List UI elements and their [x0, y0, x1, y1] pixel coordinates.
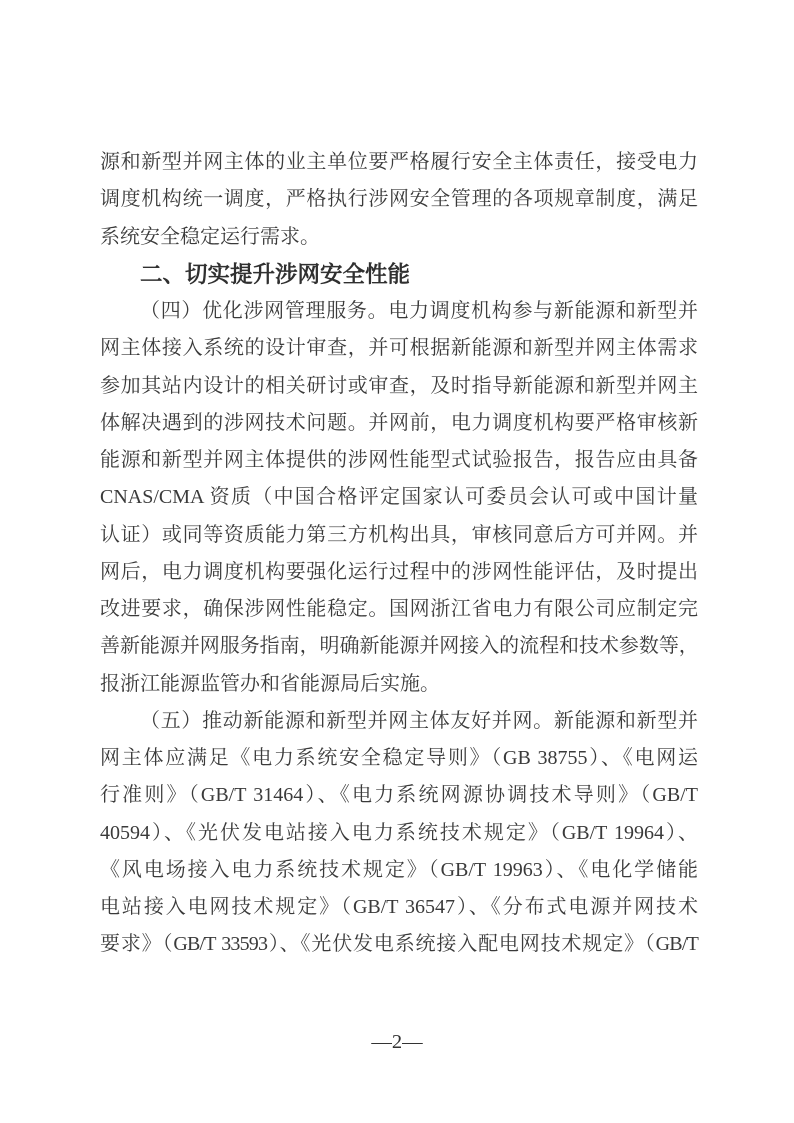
text-run: 认证）或同等资质能力第三方机构出具，审核同意后方可并网。并	[100, 523, 698, 546]
text-line	[100, 591, 698, 628]
text-line	[100, 777, 698, 814]
text-run: 网后，电力调度机构要强化运行过程中的涉网性能评估，及时提出	[100, 560, 698, 583]
text-line	[100, 554, 698, 591]
text-line	[100, 740, 698, 777]
text-line	[100, 517, 698, 554]
text-run: 电力调度机构参与新能源和新型并	[388, 300, 699, 322]
text-run: 电站接入电网技术规定》（GB/T 36547）、《分布式电源并网技术	[100, 896, 698, 918]
text-line	[100, 144, 698, 181]
text-line	[100, 852, 698, 889]
text-line	[100, 479, 698, 516]
text-line	[100, 293, 698, 330]
text-line	[100, 405, 698, 442]
text-line	[100, 442, 698, 479]
text-line	[100, 628, 698, 665]
page-number: —2—	[371, 1031, 423, 1053]
text-line	[100, 330, 698, 367]
text-run: 改进要求，确保涉网性能稳定。国网浙江省电力有限公司应制定完	[100, 598, 698, 620]
text-run: 40594）、《光伏发电站接入电力系统技术规定》（GB/T 19964）、	[100, 821, 698, 844]
text-run: CNAS/CMA 资质（中国合格评定国家认可委员会认可或中国计量	[100, 486, 698, 509]
text-line	[100, 181, 698, 218]
text-run: 报浙江能源监管办和省能源局后实施。	[100, 672, 440, 695]
text-line	[100, 666, 698, 703]
text-line	[100, 368, 698, 405]
text-run: 体解决遇到的涉网技术问题。并网前，电力调度机构要严格审核新	[100, 411, 698, 434]
paragraph	[100, 144, 698, 256]
text-run: 新能源和新型并	[553, 709, 699, 732]
kaiti-text-run: （四）优化涉网管理服务。	[140, 300, 389, 322]
paragraph	[100, 703, 698, 964]
text-line	[100, 256, 698, 293]
paragraph	[100, 293, 698, 703]
text-run: 行准则》（GB/T 31464）、《电力系统网源协调技术导则》（GB/T	[100, 784, 698, 807]
text-run: 善新能源并网服务指南，明确新能源并网接入的流程和技术参数等，	[100, 635, 698, 658]
text-run: 参加其站内设计的相关研讨或审查，及时指导新能源和新型并网主	[100, 374, 698, 397]
kaiti-text-run: （五）推动新能源和新型并网主体友好并网。	[140, 709, 554, 732]
text-run: 《风电场接入电力系统技术规定》（GB/T 19963）、《电化学储能	[100, 858, 698, 881]
document-body	[100, 144, 698, 964]
text-line	[100, 219, 698, 256]
section-heading	[100, 256, 698, 293]
text-run: 二、切实提升涉网安全性能	[140, 261, 411, 287]
text-run: 能源和新型并网主体提供的涉网性能型式试验报告，报告应由具备	[100, 449, 698, 471]
text-run: 网主体接入系统的设计审查，并可根据新能源和新型并网主体需求	[100, 337, 698, 360]
text-run: 系统安全稳定运行需求。	[100, 225, 320, 248]
text-run: 调度机构统一调度，严格执行涉网安全管理的各项规章制度，满足	[100, 188, 698, 211]
text-line	[100, 889, 698, 926]
text-line	[100, 815, 698, 852]
text-run: 网主体应满足《电力系统安全稳定导则》（GB 38755）、《电网运	[100, 747, 698, 769]
text-line	[100, 926, 698, 963]
text-run: 源和新型并网主体的业主单位要严格履行安全主体责任，接受电力	[100, 151, 698, 173]
text-run: 要求》（GB/T 33593）、《光伏发电系统接入配电网技术规定》（GB/T	[100, 933, 698, 956]
text-line	[100, 703, 698, 740]
